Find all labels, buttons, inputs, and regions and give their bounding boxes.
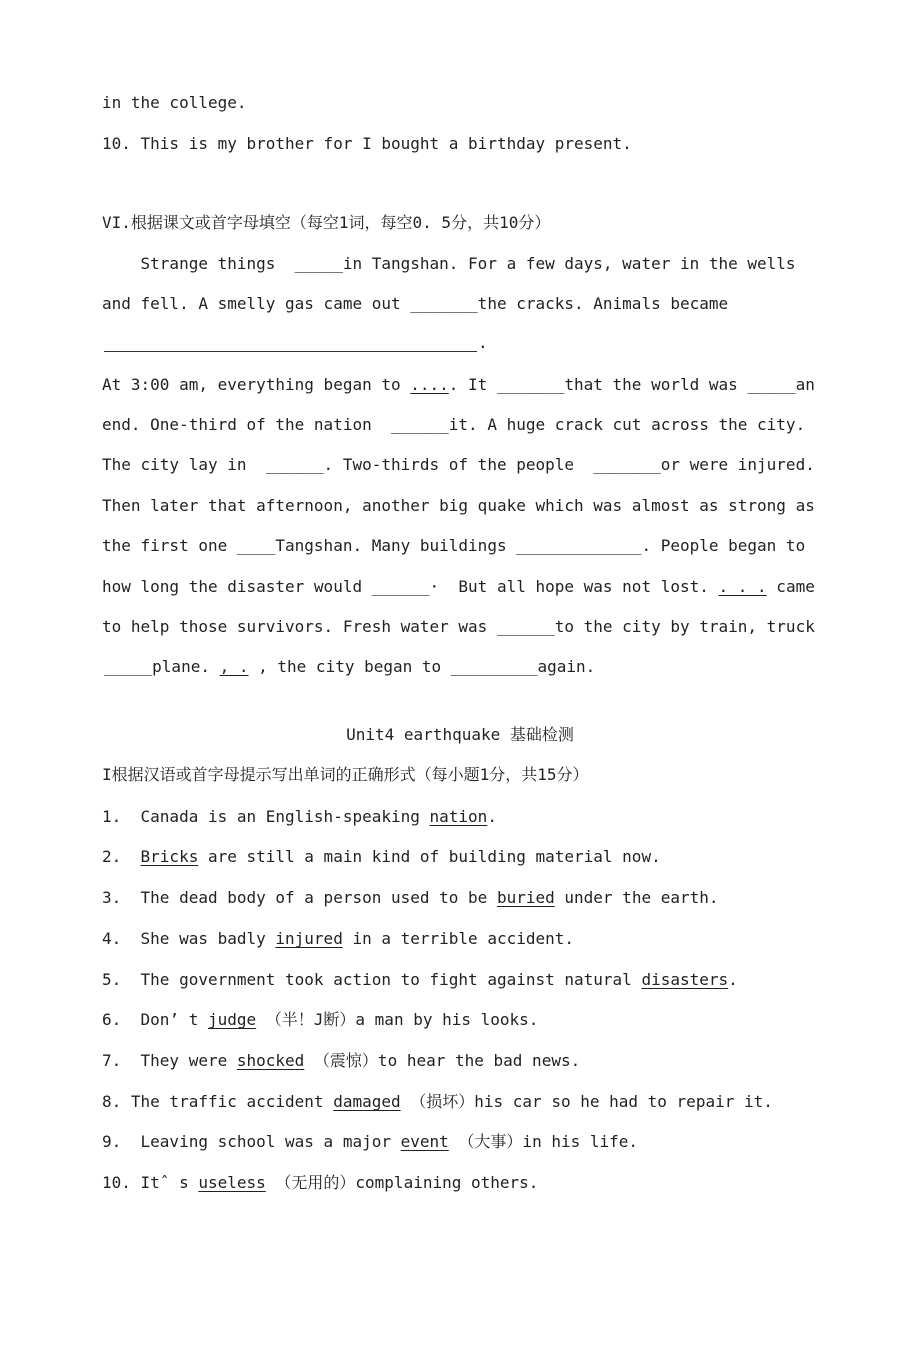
answer-word: injured — [275, 929, 343, 948]
answer-word: judge — [207, 1010, 257, 1029]
exercise-item: 7. They were shocked （震惊）to hear the bad news. — [102, 1051, 581, 1070]
unit-title: Unit4 earthquake 基础检测 — [346, 725, 574, 744]
exercise-item: 1. Canada is an English-speaking nation. — [102, 807, 497, 826]
passage-line: end. One-third of the nation ______it. A huge crack cut across the city. — [102, 415, 806, 434]
passage-line: and fell. A smelly gas came out _______the cracks. Animals became — [102, 294, 729, 313]
section-1-heading: I根据汉语或首字母提示写出单词的正确形式（每小题1分，共15分） — [102, 765, 589, 784]
exercise-item: 6. Don’ t judge （半！J断）a man by his looks. — [102, 1010, 539, 1029]
passage-line: _____plane. , . , the city began to _________again. — [104, 657, 596, 676]
answer-word: buried — [496, 888, 555, 907]
exercise-item: 3. The dead body of a person used to be buried under the earth. — [102, 888, 719, 907]
section-6-heading: VI.根据课文或首字母填空（每空1词，每空0. 5分，共10分） — [102, 213, 551, 232]
passage-line: Then later that afternoon, another big quake which was almost as strong as — [102, 496, 815, 515]
answer-word: damaged — [333, 1092, 401, 1111]
exercise-item: 5. The government took action to fight against natural disasters. — [102, 970, 738, 989]
passage-line: in the college. — [102, 93, 247, 112]
passage-line: . — [478, 333, 488, 352]
passage-line: At 3:00 am, everything began to ..... It _______that the world was _____an — [102, 375, 815, 394]
passage-line: the first one ____Tangshan. Many buildings _____________. People began to — [102, 536, 806, 555]
exercise-item: 9. Leaving school was a major event （大事）in his life. — [102, 1132, 639, 1151]
sentence-item-10: 10. This is my brother for I bought a birthday present. — [102, 134, 632, 153]
exercise-item: 4. She was badly injured in a terrible accident. — [102, 929, 575, 948]
passage-line: Strange things _____in Tangshan. For a few days, water in the wells — [102, 254, 796, 273]
exercise-item: 8. The traffic accident damaged （损坏）his car so he had to repair it. — [102, 1092, 773, 1111]
exercise-item: 10. Itˆ s useless （无用的）complaining others. — [102, 1173, 539, 1192]
answer-word: shocked — [236, 1051, 305, 1070]
answer-word: Bricks — [140, 847, 199, 866]
passage-line: The city lay in ______. Two-thirds of the people _______or were injured. — [102, 455, 815, 474]
answer-word: nation — [429, 807, 488, 826]
answer-word: useless — [198, 1173, 266, 1192]
answer-word: event — [400, 1132, 449, 1151]
answer-blank-line — [104, 351, 477, 352]
answer-word: disasters — [641, 970, 729, 989]
passage-line: to help those survivors. Fresh water was ______to the city by train, truck — [102, 617, 815, 636]
passage-line: how long the disaster would ______· But all hope was not lost. . . . came — [102, 577, 815, 596]
exercise-item: 2. Bricks are still a main kind of building material now. — [102, 847, 661, 866]
